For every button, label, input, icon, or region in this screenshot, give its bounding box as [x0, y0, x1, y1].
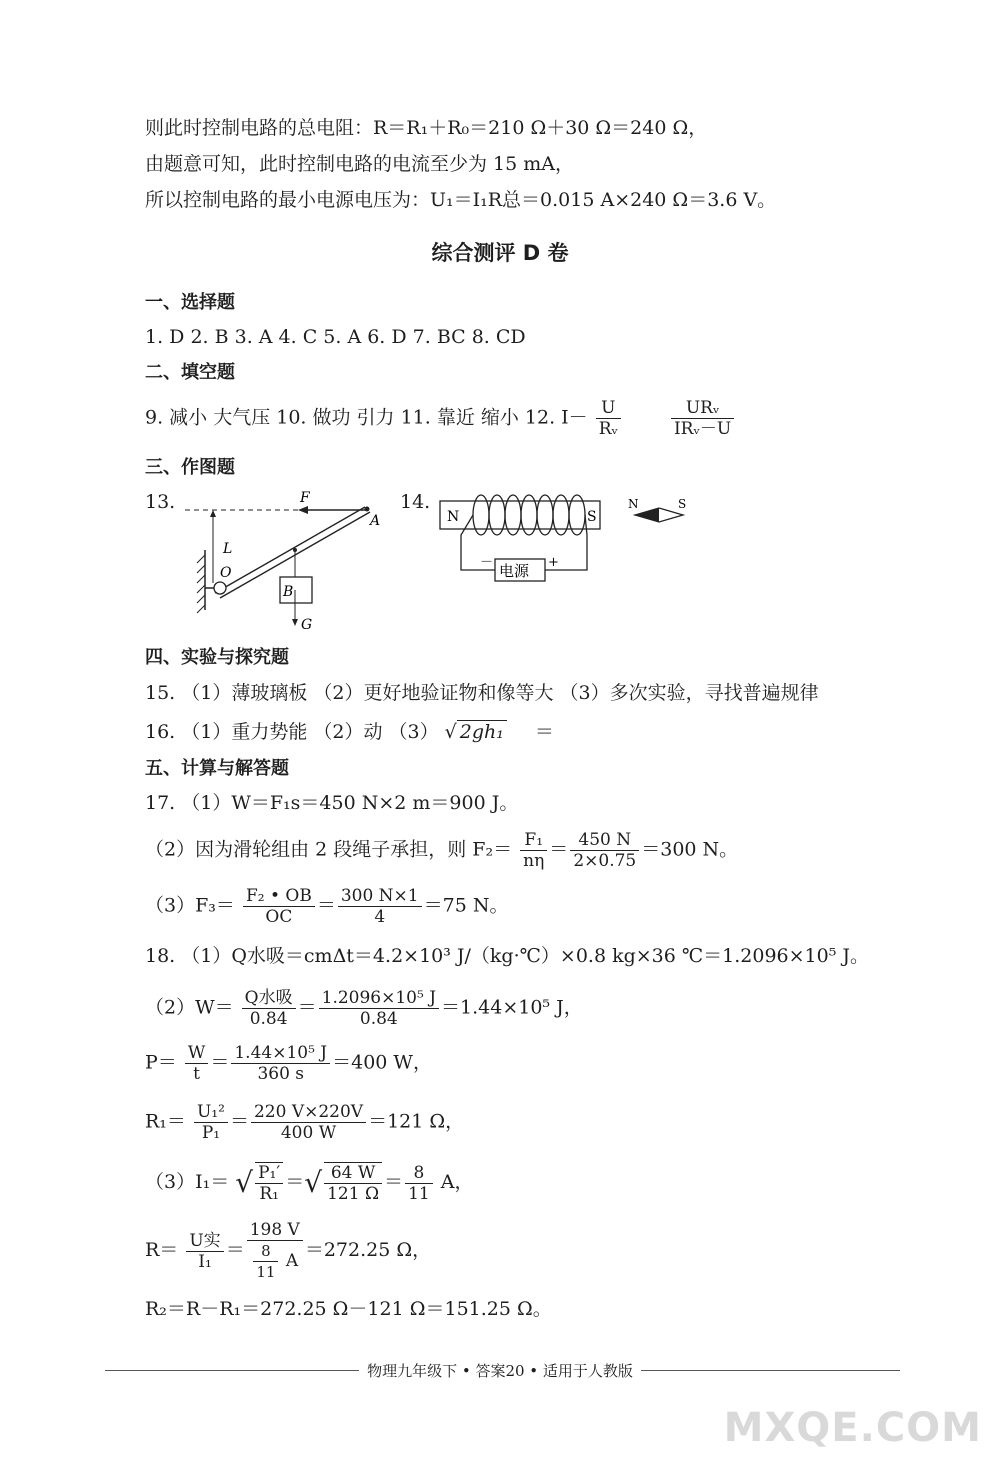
fraction: $\frac{\text{URᵥ}}{\text{IRᵥ－U}}$ [671, 398, 734, 439]
fraction: 198 V $\frac{8}{11}$ A [247, 1220, 303, 1282]
label-plus: + [548, 555, 559, 570]
fraction: $\frac{\text{U实}}{\text{I₁}}$ [186, 1231, 223, 1272]
fraction: $\frac{\text{1.44×10⁵ J}}{360 s}$ [231, 1043, 330, 1084]
q18-part1: 18. （1）Q水吸＝cmΔt＝4.2×10³ J/（kg·℃）×0.8 kg×36 ℃＝1.2096×10⁵ J。 [145, 945, 869, 967]
label-power: 电源 [499, 562, 530, 580]
q17-part2: （2）因为滑轮组由 2 段绳子承担，则 F₂＝ $\frac{\text{F₁}}{n\eta}$ ＝ $\frac{450 N}{2\times 0.75}$ ＝300 N。 [145, 830, 739, 871]
label-a: A [370, 513, 381, 529]
text-line: 所以控制电路的最小电源电压为：U₁＝I₁R总＝0.015 A×240 Ω＝3.6 V。 [145, 189, 777, 211]
compass-n: N [628, 497, 639, 511]
label-l: L [223, 541, 233, 557]
compass-s: S [678, 497, 687, 511]
fraction: $\frac{U}{\text{Rᵥ}}$ [596, 398, 621, 439]
heading-choice: 一、选择题 [145, 292, 235, 313]
heading-experiment: 四、实验与探究题 [145, 647, 289, 668]
q18-r2: R₂＝R－R₁＝272.25 Ω－121 Ω＝151.25 Ω。 [145, 1298, 552, 1320]
solenoid-diagram [435, 488, 705, 588]
heading-fill: 二、填空题 [145, 362, 235, 383]
label-g: G [301, 617, 313, 633]
text-line: 由题意可知，此时控制电路的电流至少为 15 mA， [145, 153, 574, 175]
fraction: $\frac{220 V\times 220V}{400 W}$ [251, 1102, 366, 1143]
text-line: 则此时控制电路的总电阻：R＝R₁＋R₀＝210 Ω＋30 Ω＝240 Ω， [145, 117, 708, 139]
label-minus: － [480, 555, 494, 570]
section-title: 综合测评 D 卷 [431, 241, 569, 265]
fraction: $\frac{\text{F₁}}{n\eta}$ [520, 830, 547, 871]
sqrt-symbol: √ 2gh₁ [445, 720, 507, 743]
sqrt-symbol: √ [235, 1166, 254, 1199]
lever-diagram [180, 485, 410, 635]
label-b: B [283, 584, 294, 600]
q13-number: 13. [145, 491, 176, 513]
q17-part3: （3）F₃＝ $\frac{\text{F₂ • OB}}{OC}$ ＝ $\frac{300 N\times 1}{4}$ ＝75 N。 [145, 886, 509, 927]
fraction: $\frac{W}{t}$ [185, 1043, 208, 1084]
q18-part2: （2）W＝ $\frac{\text{Q水吸}}{0.84}$ ＝ $\frac{\text{1.2096×10⁵ J}}{0.84}$ ＝1.44×10⁵ J， [145, 988, 583, 1029]
heading-drawing: 三、作图题 [145, 457, 235, 478]
label-o: O [220, 565, 232, 581]
q17-part1: 17. （1）W＝F₁s＝450 N×2 m＝900 J。 [145, 792, 519, 814]
q15-answer: 15. （1）薄玻璃板 （2）更好地验证物和像等大 （3）多次实验，寻找普遍规律 [145, 682, 819, 704]
fraction: $\frac{64 W}{121 \Omega}$ [324, 1162, 382, 1204]
choice-answers: 1. D 2. B 3. A 4. C 5. A 6. D 7. BC 8. CD [145, 326, 526, 348]
fraction: $\frac{450 N}{2\times 0.75}$ [570, 830, 639, 871]
q18-part3: （3）I₁＝ √ $\frac{\text{P₁′}}{\text{R₁}}$ ＝√ $\frac{64 W}{121 \Omega}$ ＝ $\frac{8}{11}$ A， [145, 1162, 474, 1204]
label-n: N [447, 509, 460, 525]
q16-answer: 16. （1）重力势能 （2）动 （3） √ 2gh₁ ＝ [145, 721, 554, 743]
fraction: $\frac{\text{F₂ • OB}}{OC}$ [243, 886, 315, 927]
label-s: S [587, 509, 597, 525]
fraction: $\frac{8}{11}$ [405, 1163, 433, 1204]
sqrt-symbol: √ [304, 1166, 323, 1199]
q14-number: 14. [400, 491, 431, 513]
fill-answers [145, 398, 736, 439]
fraction: $\frac{300 N\times 1}{4}$ [338, 886, 422, 927]
q18-power: P＝ $\frac{W}{t}$ ＝ $\frac{\text{1.44×10⁵ J}}{360 s}$ ＝400 W， [145, 1043, 432, 1084]
fraction: $\frac{\text{Q水吸}}{0.84}$ [242, 988, 296, 1029]
page-footer: 物理九年级下 • 答案20 • 适用于人教版 [0, 1360, 1000, 1381]
label-f: F [300, 490, 310, 506]
q18-resistance: R₁＝ $\frac{\text{U₁²}}{\text{P₁}}$ ＝ $\frac{220 V\times 220V}{400 W}$ ＝121 Ω， [145, 1102, 465, 1143]
fraction: $\frac{\text{U₁²}}{\text{P₁}}$ [194, 1102, 228, 1143]
heading-calc: 五、计算与解答题 [145, 758, 289, 779]
fraction: $\frac{\text{1.2096×10⁵ J}}{0.84}$ [319, 988, 439, 1029]
fill-text: 9. 减小 大气压 10. 做功 引力 11. 靠近 缩小 12. I－ [145, 406, 588, 429]
fraction: $\frac{\text{P₁′}}{\text{R₁}}$ [255, 1162, 283, 1204]
q18-total-resistance: R＝ $\frac{\text{U实}}{\text{I₁}}$ ＝ 198 V $\frac{8}{11}$ A ＝272.25 Ω， [145, 1220, 432, 1281]
watermark: MXQE.COM [723, 1405, 982, 1451]
